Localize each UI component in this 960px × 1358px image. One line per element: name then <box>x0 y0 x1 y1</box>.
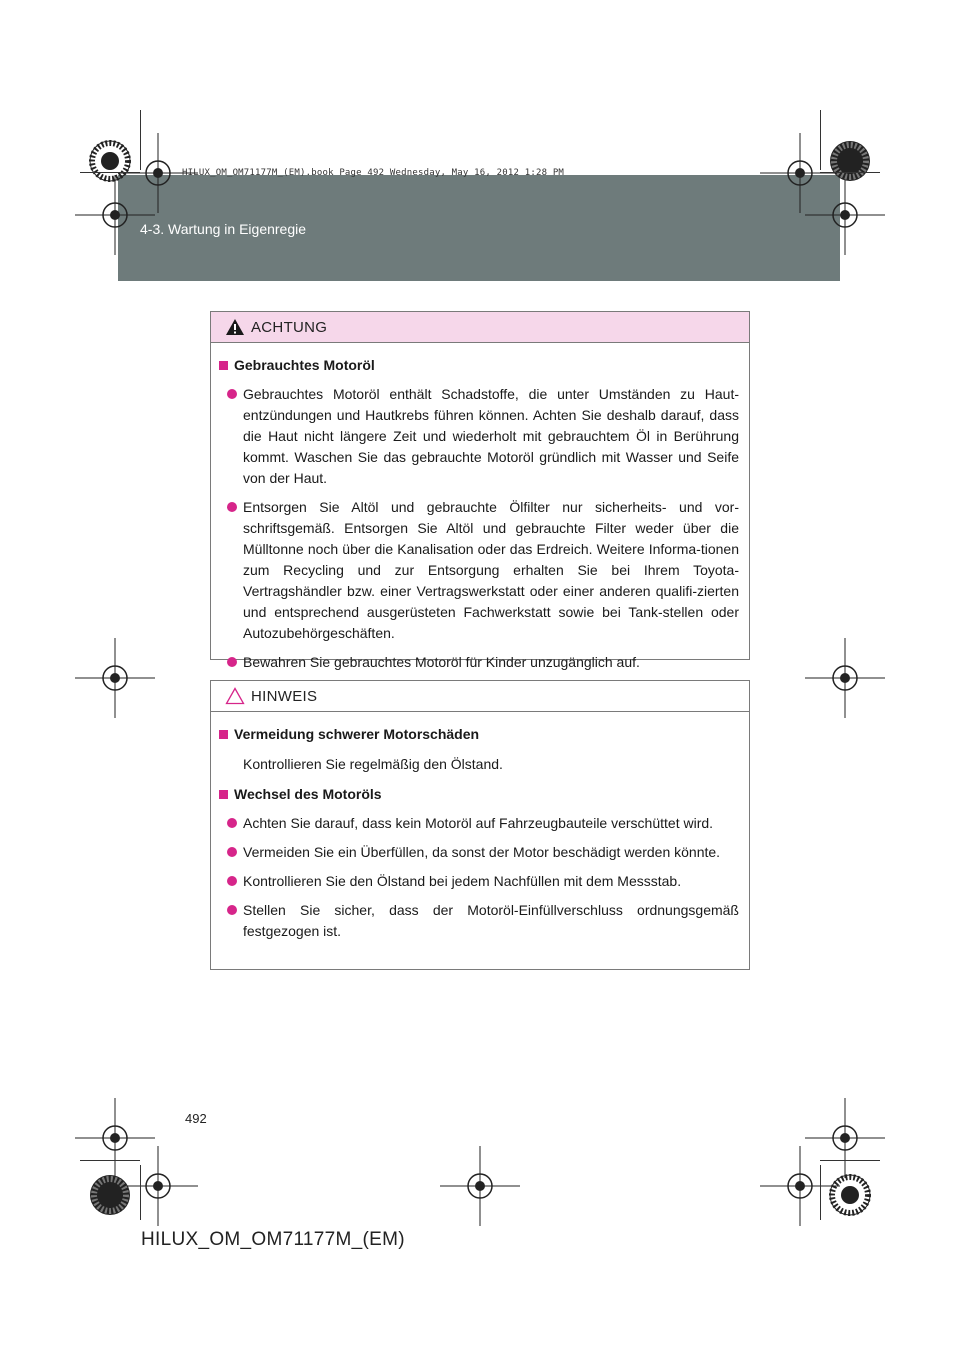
registration-mark-icon <box>75 638 155 718</box>
registration-mark-icon <box>805 638 885 718</box>
starburst-mark-icon <box>87 138 133 184</box>
crop-line <box>80 172 140 173</box>
section-title: 4-3. Wartung in Eigenregie <box>140 221 307 237</box>
notice-box <box>210 680 750 970</box>
circle-bullet-icon <box>227 502 237 512</box>
list-item: Bewahren Sie gebrauchtes Motoröl für Kinder unzugänglich auf. <box>227 652 739 673</box>
print-line: HILUX_OM_OM71177M_(EM).book Page 492 Wednesday, May 16, 2012 1:28 PM <box>182 168 565 178</box>
warning-box <box>210 311 750 670</box>
footer-code: HILUX_OM_OM71177M_(EM) <box>141 1229 405 1250</box>
list-item: Kontrollieren Sie den Ölstand bei jedem Nachfüllen mit dem Messstab. <box>227 871 739 892</box>
page-number: 492 <box>185 1111 207 1126</box>
circle-bullet-icon <box>227 389 237 399</box>
list-item: Vermeiden Sie ein Überfüllen, da sonst der Motor beschädigt werden könnte. <box>227 842 739 863</box>
notice-text: Kontrollieren Sie regelmäßig den Ölstand. <box>243 756 503 772</box>
warning-box-header <box>211 312 749 343</box>
starburst-mark-icon <box>87 1172 133 1218</box>
crop-line <box>140 1165 141 1220</box>
list-item: Entsorgen Sie Altöl und gebrauchte Ölfilter nur sicherheits- und vor-schriftsgemäß. Entsorgen Sie Altöl und gebrauchte Filter weder über die Mülltonne noch über die Kanalisation oder das Erdreich. Weitere Informa-tionen zum Recycling und zur Entsorgung erhalten Sie bei Ihrem Toyota-Vertragshändler bzw. einer Vertragswerkstatt oder einer anderen qualifi-zierten und entsprechend ausgerüsteten Fachwerkstatt sowie bei Tank-stellen oder Autozubehörgeschäften. <box>227 497 739 644</box>
circle-bullet-icon <box>227 818 237 828</box>
crop-line <box>820 110 821 170</box>
crop-line <box>820 172 880 173</box>
warning-heading: Gebrauchtes Motoröl <box>219 355 739 376</box>
notice-box-header <box>211 681 749 712</box>
notice-heading-2: Wechsel des Motoröls <box>219 784 739 805</box>
notice-title: HINWEIS <box>251 687 318 705</box>
square-bullet-icon <box>219 730 228 739</box>
list-item: Stellen Sie sicher, dass der Motoröl-Einfüllverschluss ordnungsgemäß festgezogen ist. <box>227 900 739 942</box>
notice-heading-1: Vermeidung schwerer Motorschäden <box>219 724 739 745</box>
registration-mark-icon <box>440 1146 520 1226</box>
circle-bullet-icon <box>227 847 237 857</box>
square-bullet-icon <box>219 361 228 370</box>
square-bullet-icon <box>219 790 228 799</box>
circle-bullet-icon <box>227 657 237 667</box>
circle-bullet-icon <box>227 876 237 886</box>
caution-triangle-icon <box>225 687 245 705</box>
crop-line <box>820 1165 821 1220</box>
warning-title: ACHTUNG <box>251 318 328 336</box>
warning-content <box>211 343 749 673</box>
list-item: Achten Sie darauf, dass kein Motoröl auf Fahrzeugbauteile verschüttet wird. <box>227 813 739 834</box>
starburst-mark-icon <box>827 1172 873 1218</box>
crop-line <box>80 1160 140 1161</box>
warning-triangle-icon <box>225 318 245 336</box>
circle-bullet-icon <box>227 905 237 915</box>
list-item: Gebrauchtes Motoröl enthält Schadstoffe, die unter Umständen zu Haut-entzündungen und Hautkrebs führen können. Achten Sie deshalb darauf, dass die Haut nicht längere Zeit und wiederholt mit gebrauchtem Öl in Berührung kommt. Waschen Sie das gebrauchte Motoröl gründlich mit Wasser und Seife von der Haut. <box>227 384 739 489</box>
notice-content <box>211 712 749 942</box>
crop-line <box>820 1160 880 1161</box>
starburst-mark-icon <box>827 138 873 184</box>
crop-line <box>140 110 141 170</box>
